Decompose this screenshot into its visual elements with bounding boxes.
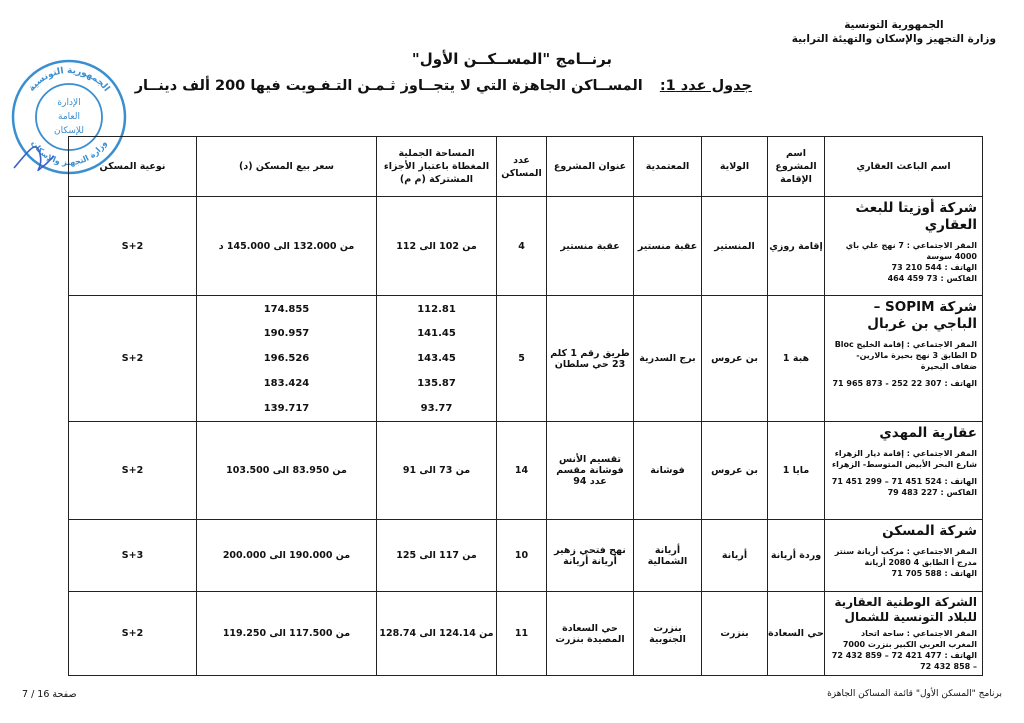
promoter-name: الشركة الوطنية العقارية للبلاد التونسية للشمال (834, 595, 977, 624)
svg-text:الإدارة: الإدارة (57, 98, 81, 108)
area-cell: من 102 الى 112 (377, 197, 497, 296)
price-cell: من 132.000 الى 145.000 د (197, 197, 377, 296)
promoter-name: عقارية المهدي (879, 425, 977, 441)
table-row (69, 520, 983, 592)
area-cell: من 124.14 الى 128.74 (377, 592, 497, 676)
col-type: نوعية المسكن (69, 137, 197, 197)
area-cell: من 73 الى 91 (377, 422, 497, 520)
promoter-info: المقر الاجتماعي : مركب أريانة سنتر مدرج أ الطابق 4 2080 أريانة الهاتف : 588 705 71 (834, 547, 977, 578)
delegation-cell: فوشانة (634, 422, 702, 520)
housing-table (68, 136, 983, 676)
address-cell: حي السعادة المصيدة بنزرت (547, 592, 634, 676)
table-row (69, 197, 983, 296)
promoter-cell (825, 520, 983, 592)
svg-text:الجمهورية التونسية: الجمهورية التونسية (26, 65, 112, 94)
count-cell: 5 (497, 296, 547, 422)
delegation-cell: أريانة الشمالية (634, 520, 702, 592)
promoter-cell (825, 592, 983, 676)
col-project: اسم المشروع الإقامة (768, 137, 825, 197)
promoter-cell (825, 197, 983, 296)
address-cell: نهج فتحي زهير أريانة أريانة (547, 520, 634, 592)
wilaya-cell: بن عروس (702, 296, 768, 422)
col-area: المساحة الجملية المغطاة باعتبار الأجزاء المشتركة (م م) (377, 137, 497, 197)
table-title (135, 78, 752, 94)
footer-document-title: برنامج "المسكن الأول" قائمة المساكن الجاهزة (827, 689, 1002, 699)
ministry-line: وزارة التجهيز والإسكان والتهيئة الترابية (791, 33, 996, 45)
svg-text:للإسكان: للإسكان (54, 126, 84, 136)
count-cell: 4 (497, 197, 547, 296)
delegation-cell: بنزرت الجنوبية (634, 592, 702, 676)
wilaya-cell: المنستير (702, 197, 768, 296)
price-list: 174.855 190.957 196.526 183.424 139.717 (263, 303, 310, 414)
col-address: عنوان المشروع (547, 137, 634, 197)
promoter-info: المقر الاجتماعي : 7 نهج علي باي 4000 سوسة الهاتف : 544 210 73 الفاكس : 73 459 464 (845, 241, 977, 283)
area-cell (377, 296, 497, 422)
count-cell: 10 (497, 520, 547, 592)
table-label: جدول عدد 1: (659, 78, 752, 94)
republic-line: الجمهورية التونسية (844, 19, 944, 31)
wilaya-cell: أريانة (702, 520, 768, 592)
price-cell (197, 296, 377, 422)
promoter-info: المقر الاجتماعي : إقامة الخليج Bloc D الطابق 3 نهج بحيرة مالارين- ضفاف البحيرة الهاتف : 307 22 252 - 873 965 71 (832, 340, 977, 388)
area-list: 112.81 141.45 143.45 135.87 93.77 (417, 303, 456, 414)
address-cell: طريق رقم 1 كلم 23 حي سلطان (547, 296, 634, 422)
wilaya-cell: بنزرت (702, 592, 768, 676)
project-cell: مايا 1 (768, 422, 825, 520)
type-cell: S+3 (69, 520, 197, 592)
promoter-cell (825, 422, 983, 520)
project-cell: إقامة روزي (768, 197, 825, 296)
promoter-info: المقر الاجتماعي : ساحة اتحاد المغرب العربي الكبير بنزرت 7000 الهاتف : 477 421 72 – 859 432 72 – 858 432 72 (831, 629, 977, 671)
type-cell: S+2 (69, 422, 197, 520)
project-cell: وردة أريانة (768, 520, 825, 592)
promoter-info: المقر الاجتماعي : إقامة ديار الزهراء شارع البحر الأبيض المتوسط- الزهراء الهاتف : 524 451 71 – 299 451 71 الفاكس : 227 483 79 (831, 449, 977, 497)
address-cell: تقسيم الأنس فوشانة مقسم عدد 94 (547, 422, 634, 520)
promoter-name: شركة أوزيتا للبعث العقاري (855, 200, 977, 233)
price-cell: من 190.000 الى 200.000 (197, 520, 377, 592)
address-cell: عقبة منستير (547, 197, 634, 296)
promoter-name: شركة SOPIM – الباجي بن غربال (867, 299, 977, 332)
col-count: عدد المساكن (497, 137, 547, 197)
ministry-header (792, 18, 996, 46)
price-cell: من 83.950 الى 103.500 (197, 422, 377, 520)
col-wilaya: الولاية (702, 137, 768, 197)
table-row (69, 296, 983, 422)
promoter-name: شركة المسكن (882, 523, 977, 539)
area-cell: من 117 الى 125 (377, 520, 497, 592)
table-header-row (69, 137, 983, 197)
project-cell: حي السعادة (768, 592, 825, 676)
col-delegation: المعتمدية (634, 137, 702, 197)
promoter-cell (825, 296, 983, 422)
price-cell: من 117.500 الى 119.250 (197, 592, 377, 676)
table-row (69, 422, 983, 520)
program-title: برنــامج "المســكــن الأول" (411, 50, 613, 68)
footer-page-number: صفحة 16 / 7 (22, 689, 77, 700)
type-cell: S+2 (69, 296, 197, 422)
svg-text:العامة: العامة (58, 112, 80, 122)
table-row (69, 592, 983, 676)
project-cell: هبة 1 (768, 296, 825, 422)
delegation-cell: عقبة منستير (634, 197, 702, 296)
svg-text:وزارة التجهيز والإسكان: وزارة التجهيز والإسكان (29, 138, 109, 168)
type-cell: S+2 (69, 197, 197, 296)
table-title-text: المســاكن الجاهزة التي لا يتجــاوز ثـمـن التـفـويت فيها 200 ألف دينــار (134, 78, 643, 94)
col-price: سعر بيع المسكن (د) (197, 137, 377, 197)
delegation-cell: برج السدرية (634, 296, 702, 422)
count-cell: 11 (497, 592, 547, 676)
col-promoter: اسم الباعث العقاري (825, 137, 983, 197)
count-cell: 14 (497, 422, 547, 520)
type-cell: S+2 (69, 592, 197, 676)
wilaya-cell: بن عروس (702, 422, 768, 520)
